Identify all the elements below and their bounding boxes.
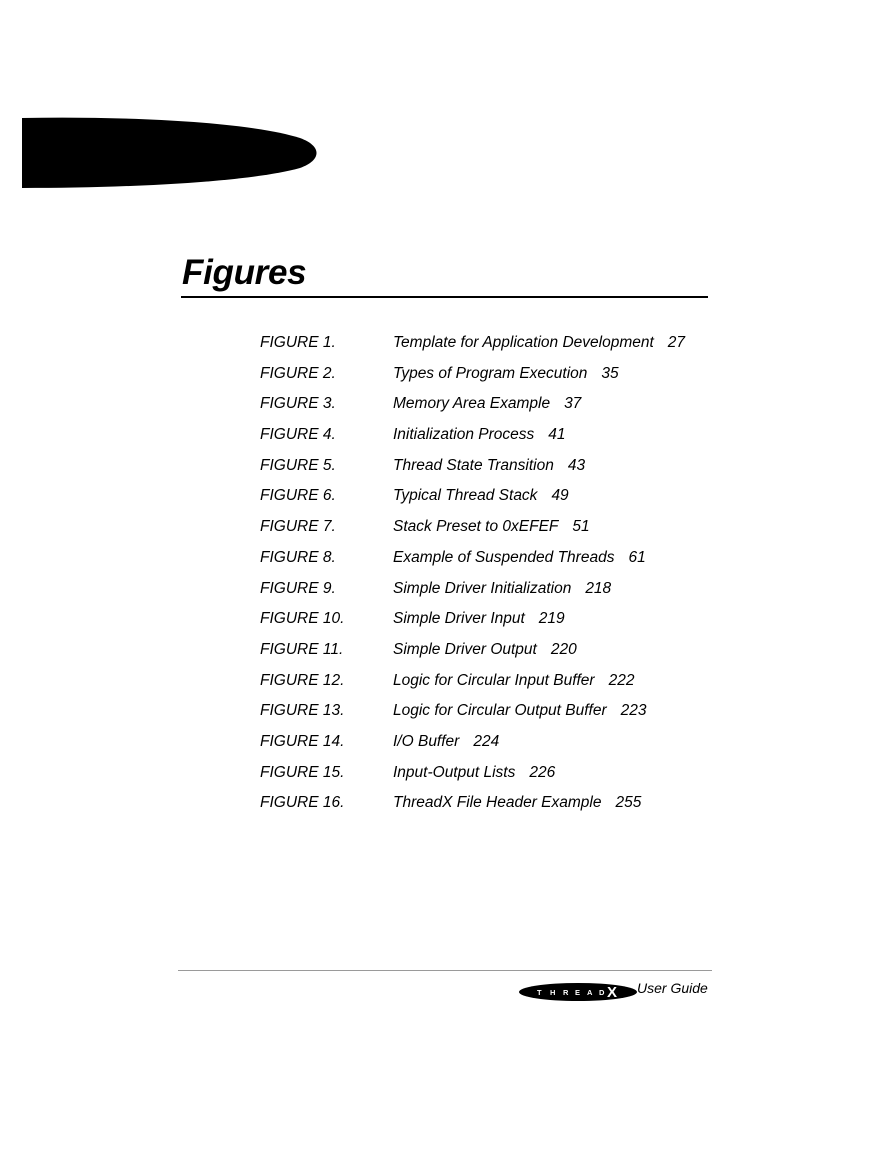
svg-text:D: D <box>599 988 605 997</box>
figure-title: Typical Thread Stack <box>393 487 538 505</box>
figure-page: 37 <box>564 395 582 413</box>
figure-page: 43 <box>567 456 586 474</box>
figure-entry[interactable] <box>260 334 720 365</box>
threadx-logo <box>518 982 638 1002</box>
figure-number: FIGURE 12. <box>260 671 345 689</box>
figure-title: Simple Driver Output <box>393 640 537 658</box>
svg-text:A: A <box>587 988 593 997</box>
figure-page: 27 <box>667 334 686 351</box>
page-title: Figures <box>182 253 307 292</box>
svg-text:X: X <box>607 984 618 1001</box>
figure-title: Logic for Circular Input Buffer <box>393 671 595 689</box>
footer-user-guide: User Guide <box>637 980 708 996</box>
figure-title: Types of Program Execution <box>393 364 588 382</box>
svg-text:H: H <box>550 988 556 997</box>
figure-number: FIGURE 15. <box>260 763 345 781</box>
figure-entry[interactable] <box>260 764 720 795</box>
figure-number: FIGURE 7. <box>260 518 336 536</box>
figure-number: FIGURE 5. <box>260 456 336 474</box>
figure-entry[interactable] <box>260 426 720 457</box>
footer-divider <box>178 970 712 971</box>
figure-page: 49 <box>551 487 569 505</box>
figure-title: Stack Preset to 0xEFEF <box>393 518 559 536</box>
figure-number: FIGURE 13. <box>260 702 345 720</box>
figure-title: Initialization Process <box>393 426 535 444</box>
figure-entry[interactable] <box>260 549 720 580</box>
figure-entry[interactable] <box>260 580 720 611</box>
figure-entry[interactable] <box>260 733 720 764</box>
figure-number: FIGURE 9. <box>260 579 336 597</box>
title-underline <box>181 296 708 298</box>
figure-title: Template for Application Development <box>393 334 654 351</box>
figure-entry[interactable] <box>260 487 720 518</box>
figure-entry[interactable] <box>260 610 720 641</box>
figure-number: FIGURE 3. <box>260 395 336 413</box>
figure-entry[interactable] <box>260 518 720 549</box>
figure-number: FIGURE 16. <box>260 794 345 812</box>
figure-entry[interactable] <box>260 672 720 703</box>
figure-entry[interactable] <box>260 365 720 396</box>
chapter-tab-decoration <box>0 110 330 200</box>
svg-text:T: T <box>537 988 542 997</box>
figure-number: FIGURE 4. <box>260 426 336 444</box>
figure-page: 218 <box>585 579 612 597</box>
figure-entry[interactable] <box>260 395 720 426</box>
figure-title: Simple Driver Input <box>393 610 525 628</box>
figure-title: Memory Area Example <box>393 395 551 413</box>
figure-title: Example of Suspended Threads <box>393 548 615 566</box>
figure-number: FIGURE 6. <box>260 487 336 505</box>
svg-text:E: E <box>575 988 581 997</box>
figure-entry[interactable] <box>260 457 720 488</box>
figure-page: 222 <box>608 671 635 689</box>
figure-number: FIGURE 11. <box>260 640 344 658</box>
figure-title: Simple Driver Initialization <box>393 579 572 597</box>
figure-number: FIGURE 2. <box>260 364 336 382</box>
figure-number: FIGURE 1. <box>260 334 336 351</box>
figure-number: FIGURE 8. <box>260 548 336 566</box>
figure-page: 41 <box>548 426 566 444</box>
figure-entry[interactable] <box>260 702 720 733</box>
figure-page: 51 <box>572 518 590 536</box>
figure-title: I/O Buffer <box>393 732 460 750</box>
figure-number: FIGURE 10. <box>260 610 345 628</box>
figure-title: Thread State Transition <box>393 456 554 474</box>
figure-entry[interactable] <box>260 641 720 672</box>
figure-title: Input-Output Lists <box>393 763 516 781</box>
figure-page: 223 <box>620 702 647 720</box>
svg-text:R: R <box>563 988 569 997</box>
figures-list <box>260 334 720 825</box>
figure-entry[interactable] <box>260 794 720 825</box>
figure-page: 61 <box>628 548 646 566</box>
figure-page: 219 <box>538 610 565 628</box>
figure-number: FIGURE 14. <box>260 732 345 750</box>
figure-title: Logic for Circular Output Buffer <box>393 702 607 720</box>
figure-page: 35 <box>601 364 619 382</box>
figure-title: ThreadX File Header Example <box>393 794 602 812</box>
figure-page: 224 <box>473 732 500 750</box>
figure-page: 255 <box>615 794 642 812</box>
figure-page: 226 <box>529 763 556 781</box>
figure-page: 220 <box>550 640 577 658</box>
